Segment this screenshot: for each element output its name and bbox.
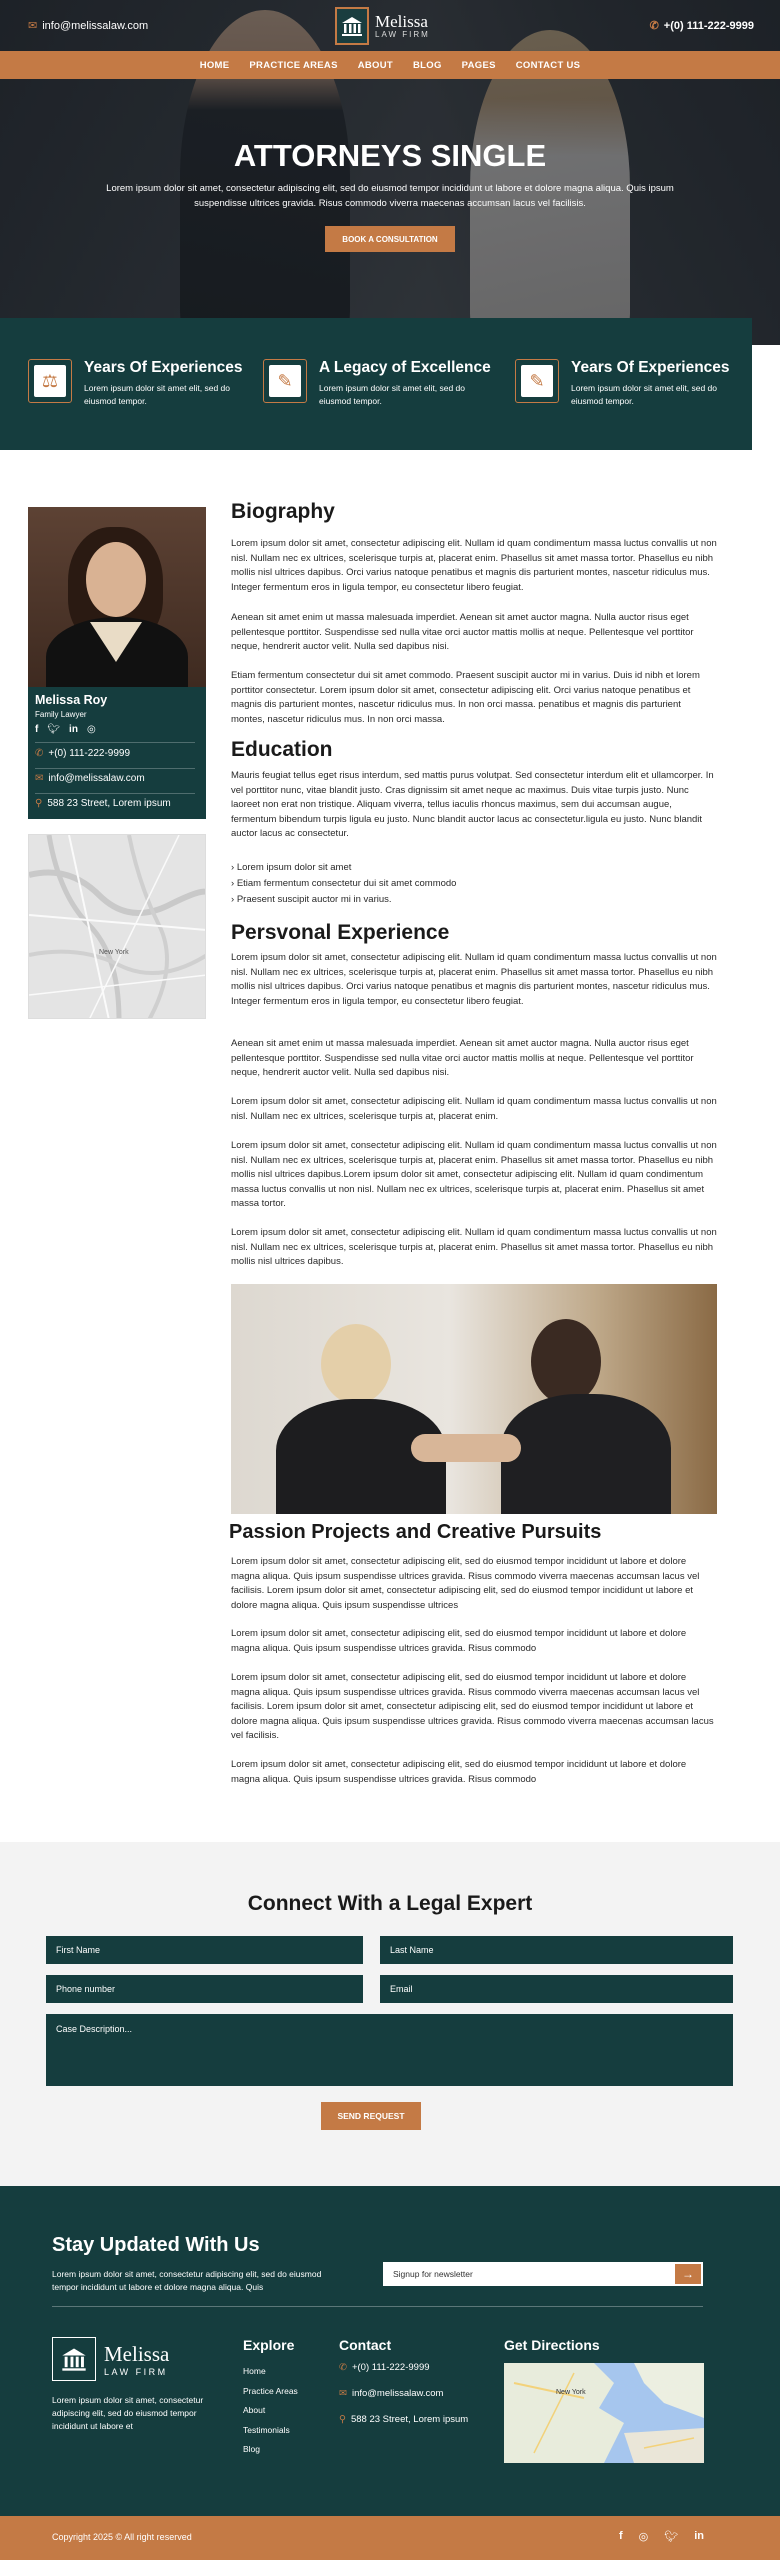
features-band bbox=[0, 318, 752, 450]
courthouse-icon bbox=[52, 2337, 96, 2381]
topbar-email-text: info@melissalaw.com bbox=[42, 19, 149, 32]
nav-blog[interactable]: BLOG bbox=[413, 59, 442, 71]
lawyer-portrait bbox=[28, 507, 206, 687]
twitter-icon[interactable]: 🐦︎ bbox=[664, 2531, 679, 2543]
feature-icon-frame bbox=[263, 359, 307, 403]
feature-text: Lorem ipsum dolor sit amet elit, sed do eiusmod tempor. bbox=[571, 383, 717, 406]
main-nav bbox=[0, 51, 780, 79]
divider bbox=[35, 742, 195, 743]
instagram-icon[interactable]: ◎ bbox=[638, 2531, 649, 2543]
copyright-bar bbox=[0, 2516, 780, 2560]
experience-paragraph: Lorem ipsum dolor sit amet, consectetur adipiscing elit. Nullam id quam condimentum massa luctus convallis ut non nisl. Nullam nec ex ultrices, scelerisque turpis at, placerat enim. Phasellus sit amet massa tortor. Phasellus eu nibh mollis nisl ultrices dapibus. bbox=[231, 1227, 717, 1268]
experience-paragraph: Lorem ipsum dolor sit amet, consectetur adipiscing elit. Nullam id quam condimentum massa luctus convallis ut non nisl. Nullam nec ex ultrices, scelerisque turpis at, placerat enim. Phasellus sit amet massa tortor. Phasellus eu nibh mollis nisl ultrices dapibus. Orci varius natoque penatibus et magnis dis parturient montes, nascetur ridiculus mus. Integer fermentum eros in ligula tempor, eu consectetur libero feugiat. bbox=[231, 952, 717, 1007]
feature-item bbox=[515, 359, 745, 409]
feature-text: Lorem ipsum dolor sit amet elit, sed do eiusmod tempor. bbox=[319, 383, 465, 406]
linkedin-icon[interactable]: in bbox=[694, 2530, 704, 2542]
nav-pages[interactable]: PAGES bbox=[461, 59, 496, 71]
profile-email[interactable] bbox=[35, 773, 145, 784]
map-label: New York bbox=[556, 2389, 586, 2396]
case-description-textarea[interactable]: Case Description... bbox=[46, 2014, 733, 2086]
courthouse-icon bbox=[335, 7, 369, 45]
chevron-right-icon: › bbox=[231, 894, 235, 905]
feature-item bbox=[28, 359, 258, 409]
facebook-icon[interactable]: f bbox=[618, 2530, 623, 2542]
mail-icon: ✉ bbox=[339, 2388, 347, 2399]
map-label: New York bbox=[99, 949, 129, 956]
divider bbox=[35, 793, 195, 794]
arrow-right-icon[interactable]: → bbox=[675, 2264, 701, 2284]
mail-icon: ✉ bbox=[28, 20, 38, 32]
footer-divider bbox=[52, 2306, 703, 2307]
footer bbox=[0, 2186, 780, 2516]
feature-title: A Legacy of Excellence bbox=[319, 359, 491, 376]
feature-title: Years Of Experiences bbox=[571, 359, 730, 376]
experience-paragraph: Aenean sit amet enim ut massa malesuada imperdiet. Aenean sit amet auctor magna. Nulla auctor risus eget pellentesque porttitor. Suspendisse sed nulla vitae orci auctor mattis mollis at neque. Pellentesque vel porttitor neque, hendrerit auctor velit. Nulla sed dapibus nisi. bbox=[231, 1038, 694, 1079]
topbar bbox=[0, 0, 780, 50]
bullet-item bbox=[231, 892, 717, 908]
photo-woman-left-head bbox=[321, 1324, 391, 1404]
document-icon: ✎ bbox=[269, 365, 301, 397]
profile-phone-text: +(0) 111-222-9999 bbox=[48, 748, 131, 759]
footer-link-practice-areas[interactable]: Practice Areas bbox=[243, 2385, 298, 2396]
mail-icon: ✉ bbox=[35, 773, 44, 784]
hero-title: ATTORNEYS SINGLE bbox=[233, 138, 547, 173]
newsletter-form bbox=[383, 2262, 703, 2286]
topbar-email[interactable] bbox=[28, 19, 148, 32]
instagram-icon[interactable]: ◎ bbox=[86, 724, 96, 735]
email-input[interactable]: Email bbox=[380, 1975, 733, 2003]
map-graphic bbox=[29, 835, 206, 1019]
newsletter-input[interactable]: Signup for newsletter bbox=[393, 2269, 473, 2279]
topbar-phone-text: +(0) 111-222-9999 bbox=[663, 19, 754, 32]
book-consultation-button[interactable]: BOOK A CONSULTATION bbox=[325, 226, 455, 252]
profile-address-text: 588 23 Street, Lorem ipsum bbox=[47, 798, 171, 809]
footer-logo-name: Melissa bbox=[104, 2341, 170, 2366]
phone-icon: ✆ bbox=[35, 748, 44, 759]
education-title: Education bbox=[231, 738, 333, 761]
photo-woman-right-body bbox=[501, 1394, 671, 1514]
biography-paragraph: Aenean sit amet enim ut massa malesuada imperdiet. Aenean sit amet auctor magna. Nulla auctor risus eget pellentesque porttitor. Suspendisse sed nulla vitae orci auctor mattis mollis at neque. Pellentesque vel porttitor neque, hendrerit auctor velit. Nulla sed dapibus nisi. bbox=[231, 612, 694, 653]
passion-title: Passion Projects and Creative Pursuits bbox=[229, 1521, 602, 1543]
contact-title: Contact bbox=[339, 2337, 392, 2353]
bullet-text: Praesent suscipit auctor mi in varius. bbox=[236, 894, 392, 905]
passion-paragraph: Lorem ipsum dolor sit amet, consectetur adipiscing elit, sed do eiusmod tempor incididunt ut labore et dolore magna aliqua. Quis ipsum suspendisse ultrices gravida. Risus commodo viverra maecenas accumsan lacus vel facilisis. Lorem ipsum dolor sit amet, consectetur adipiscing elit, sed do eiusmod tempor incididunt ut labore et dolore magna aliqua. Quis ipsum suspendisse ultrices bbox=[231, 1556, 700, 1611]
feature-item bbox=[263, 359, 493, 409]
newsletter-text: Lorem ipsum dolor sit amet, consectetur adipiscing elit, sed do eiusmod tempor incididunt ut labore et dolore magna aliqua. Quis bbox=[52, 2269, 322, 2292]
profile-card bbox=[28, 507, 206, 819]
experience-paragraph: Lorem ipsum dolor sit amet, consectetur adipiscing elit. Nullam id quam condimentum massa luctus convallis ut non nisl. Nullam nec ex ultrices, scelerisque turpis at, placerat enim. bbox=[231, 1096, 717, 1122]
chevron-right-icon: › bbox=[231, 862, 235, 873]
logo-subtitle: LAW FIRM bbox=[375, 30, 430, 39]
feature-text: Lorem ipsum dolor sit amet elit, sed do eiusmod tempor. bbox=[84, 383, 230, 406]
footer-logo[interactable] bbox=[52, 2337, 169, 2381]
directions-title: Get Directions bbox=[504, 2337, 600, 2353]
passion-paragraph: Lorem ipsum dolor sit amet, consectetur adipiscing elit, sed do eiusmod tempor incididunt ut labore et dolore magna aliqua. Quis ipsum suspendisse ultrices gravida. Risus commodo bbox=[231, 1628, 687, 1654]
photo-woman-right-head bbox=[531, 1319, 601, 1404]
explore-title: Explore bbox=[243, 2337, 295, 2353]
bullet-text: Etiam fermentum consectetur dui sit amet commodo bbox=[236, 878, 457, 889]
copyright-text: Copyright 2025 © All right reserved bbox=[52, 2532, 192, 2542]
send-request-button[interactable]: SEND REQUEST bbox=[321, 2102, 421, 2130]
nav-about[interactable]: ABOUT bbox=[357, 59, 393, 71]
linkedin-icon[interactable]: in bbox=[69, 724, 78, 735]
footer-address-text: 588 23 Street, Lorem ipsum bbox=[350, 2414, 469, 2425]
nav-practice-areas[interactable]: PRACTICE AREAS bbox=[249, 59, 338, 71]
document-icon: ✎ bbox=[521, 365, 553, 397]
map-graphic bbox=[504, 2363, 704, 2463]
footer-social-links bbox=[619, 2530, 704, 2543]
bullet-item bbox=[231, 876, 717, 892]
footer-map[interactable] bbox=[504, 2363, 704, 2463]
passion-paragraph: Lorem ipsum dolor sit amet, consectetur adipiscing elit, sed do eiusmod tempor incididunt ut labore et dolore magna aliqua. Quis ipsum suspendisse ultrices gravida. Risus commodo viverra maecenas accumsan lacus vel facilisis. Lorem ipsum dolor sit amet, consectetur adipiscing elit, sed do eiusmod tempor incididunt ut labore et dolore magna aliqua. Quis ipsum suspendisse ultrices gravida. Risus commodo viverra maecenas accumsan lacus vel facilisis. bbox=[231, 1672, 714, 1742]
hero-section bbox=[0, 0, 780, 345]
feature-icon-frame bbox=[515, 359, 559, 403]
profile-social-links bbox=[35, 724, 96, 735]
first-name-input[interactable]: First Name bbox=[46, 1936, 363, 1964]
experience-paragraph: Lorem ipsum dolor sit amet, consectetur adipiscing elit. Nullam id quam condimentum massa luctus convallis ut non nisl. Nullam nec ex ultrices, scelerisque turpis at, placerat enim. Phasellus sit amet massa tortor. Phasellus eu nibh mollis nisl ultrices dapibus.Lorem ipsum dolor sit amet, consectetur adipiscing elit. Nullam id quam condimentum massa luctus convallis ut non nisl. Nullam nec ex ultrices, scelerisque turpis at, placerat enim. Phasellus sit amet massa tortor. bbox=[231, 1140, 717, 1210]
facebook-icon[interactable]: f bbox=[35, 724, 39, 735]
footer-email[interactable] bbox=[339, 2388, 443, 2399]
profile-email-text: info@melissalaw.com bbox=[48, 773, 145, 784]
gavel-icon: ⚖ bbox=[34, 365, 66, 397]
footer-about-text: Lorem ipsum dolor sit amet, consectetur adipiscing elit, sed do eiusmod tempor incididunt ut labore et bbox=[52, 2395, 204, 2431]
nav-contact-us[interactable]: CONTACT US bbox=[515, 59, 581, 71]
profile-role: Family Lawyer bbox=[35, 710, 87, 719]
photo-handshake bbox=[411, 1434, 521, 1462]
logo-name: Melissa bbox=[375, 12, 428, 31]
feature-title: Years Of Experiences bbox=[84, 359, 243, 376]
contact-form-section bbox=[0, 1842, 780, 2186]
portrait-face bbox=[86, 542, 146, 617]
footer-email-text: info@melissalaw.com bbox=[351, 2388, 444, 2399]
explore-links bbox=[243, 2362, 298, 2460]
bullet-item bbox=[231, 860, 717, 876]
location-pin-icon: ⚲ bbox=[35, 798, 43, 809]
phone-input[interactable]: Phone number bbox=[46, 1975, 363, 2003]
topbar-phone[interactable] bbox=[650, 19, 754, 32]
footer-link-home[interactable]: Home bbox=[243, 2366, 266, 2376]
profile-phone[interactable] bbox=[35, 748, 130, 759]
feature-icon-frame bbox=[28, 359, 72, 403]
hero-text: Lorem ipsum dolor sit amet, consectetur adipiscing elit, sed do eiusmod tempor incididunt ut labore et dolore magna aliqua. Quis ipsum suspendisse ultrices gravida. Risus commodo viverra maecenas accumsan lacus vel facilisis. bbox=[106, 183, 674, 209]
footer-link-testimonials[interactable]: Testimonials bbox=[243, 2424, 290, 2435]
nav-home[interactable]: HOME bbox=[199, 59, 230, 71]
footer-link-blog[interactable]: Blog bbox=[243, 2444, 261, 2454]
footer-phone-text: +(0) 111-222-9999 bbox=[351, 2362, 430, 2373]
footer-logo-subtitle: LAW FIRM bbox=[104, 2366, 168, 2377]
bullet-text: Lorem ipsum dolor sit amet bbox=[236, 862, 352, 873]
footer-link-about[interactable]: About bbox=[243, 2405, 266, 2415]
contact-form-title: Connect With a Legal Expert bbox=[247, 1892, 533, 1915]
site-logo[interactable] bbox=[335, 4, 447, 48]
sidebar-map[interactable] bbox=[28, 834, 206, 1019]
handshake-photo bbox=[231, 1284, 717, 1514]
newsletter-title: Stay Updated With Us bbox=[52, 2234, 260, 2256]
profile-address bbox=[35, 798, 171, 809]
footer-phone[interactable] bbox=[339, 2362, 430, 2373]
footer-address bbox=[339, 2414, 468, 2425]
education-paragraph: Mauris feugiat tellus eget risus interdum, sed mattis purus volutpat. Sed consectetur interdum elit et ullamcorper. In vel porttitor nunc, vitae blandit justo. Cras dignissim sit amet neque ac maximus. Duis vitae turpis justo. Nunc laoreet non erat non tristique. Aliquam viverra, tellus iaculis rhoncus maximus, sem dui accumsan augue, fermentum bibendum turpis ligula eu justo. Nunc blandit auctor lacus ac consectetur.ligula eu justo. Nunc blandit auctor lacus ac consectetur. bbox=[231, 770, 714, 840]
experience-title: Persvonal Experience bbox=[231, 921, 450, 944]
education-bullets bbox=[231, 860, 717, 908]
biography-title: Biography bbox=[231, 500, 335, 523]
phone-icon: ✆ bbox=[649, 20, 659, 32]
profile-name: Melissa Roy bbox=[35, 693, 108, 707]
chevron-right-icon: › bbox=[231, 878, 235, 889]
passion-paragraph: Lorem ipsum dolor sit amet, consectetur adipiscing elit, sed do eiusmod tempor incididunt ut labore et dolore magna aliqua. Quis ipsum suspendisse ultrices gravida. Risus commodo bbox=[231, 1759, 687, 1785]
biography-paragraph: Etiam fermentum consectetur dui sit amet commodo. Praesent suscipit auctor mi in varius. Duis id nibh et lorem porttitor consectetur. Lorem ipsum dolor sit amet, consectetur adipiscing elit. Orci varius natoque penatibus et magnis dis parturient montes, nascetur ridiculus mus. In non orci massa. penatibus et magnis dis parturient montes, nascetur ridiculus mus. In non orci massa. bbox=[231, 670, 700, 725]
location-pin-icon: ⚲ bbox=[339, 2414, 346, 2425]
phone-icon: ✆ bbox=[339, 2362, 347, 2373]
last-name-input[interactable]: Last Name bbox=[380, 1936, 733, 1964]
twitter-icon[interactable]: 🐦︎ bbox=[47, 724, 61, 735]
biography-paragraph: Lorem ipsum dolor sit amet, consectetur adipiscing elit. Nullam id quam condimentum massa luctus convallis ut non nisl. Nullam nec ex ultrices, scelerisque turpis at, placerat enim. Phasellus sit amet massa tortor. Phasellus eu nibh mollis nisl ultrices dapibus. Orci varius natoque penatibus et magnis dis parturient montes, nascetur ridiculus mus. Integer fermentum eros in ligula tempor, eu consectetur libero feugiat. bbox=[231, 538, 717, 593]
divider bbox=[35, 768, 195, 769]
